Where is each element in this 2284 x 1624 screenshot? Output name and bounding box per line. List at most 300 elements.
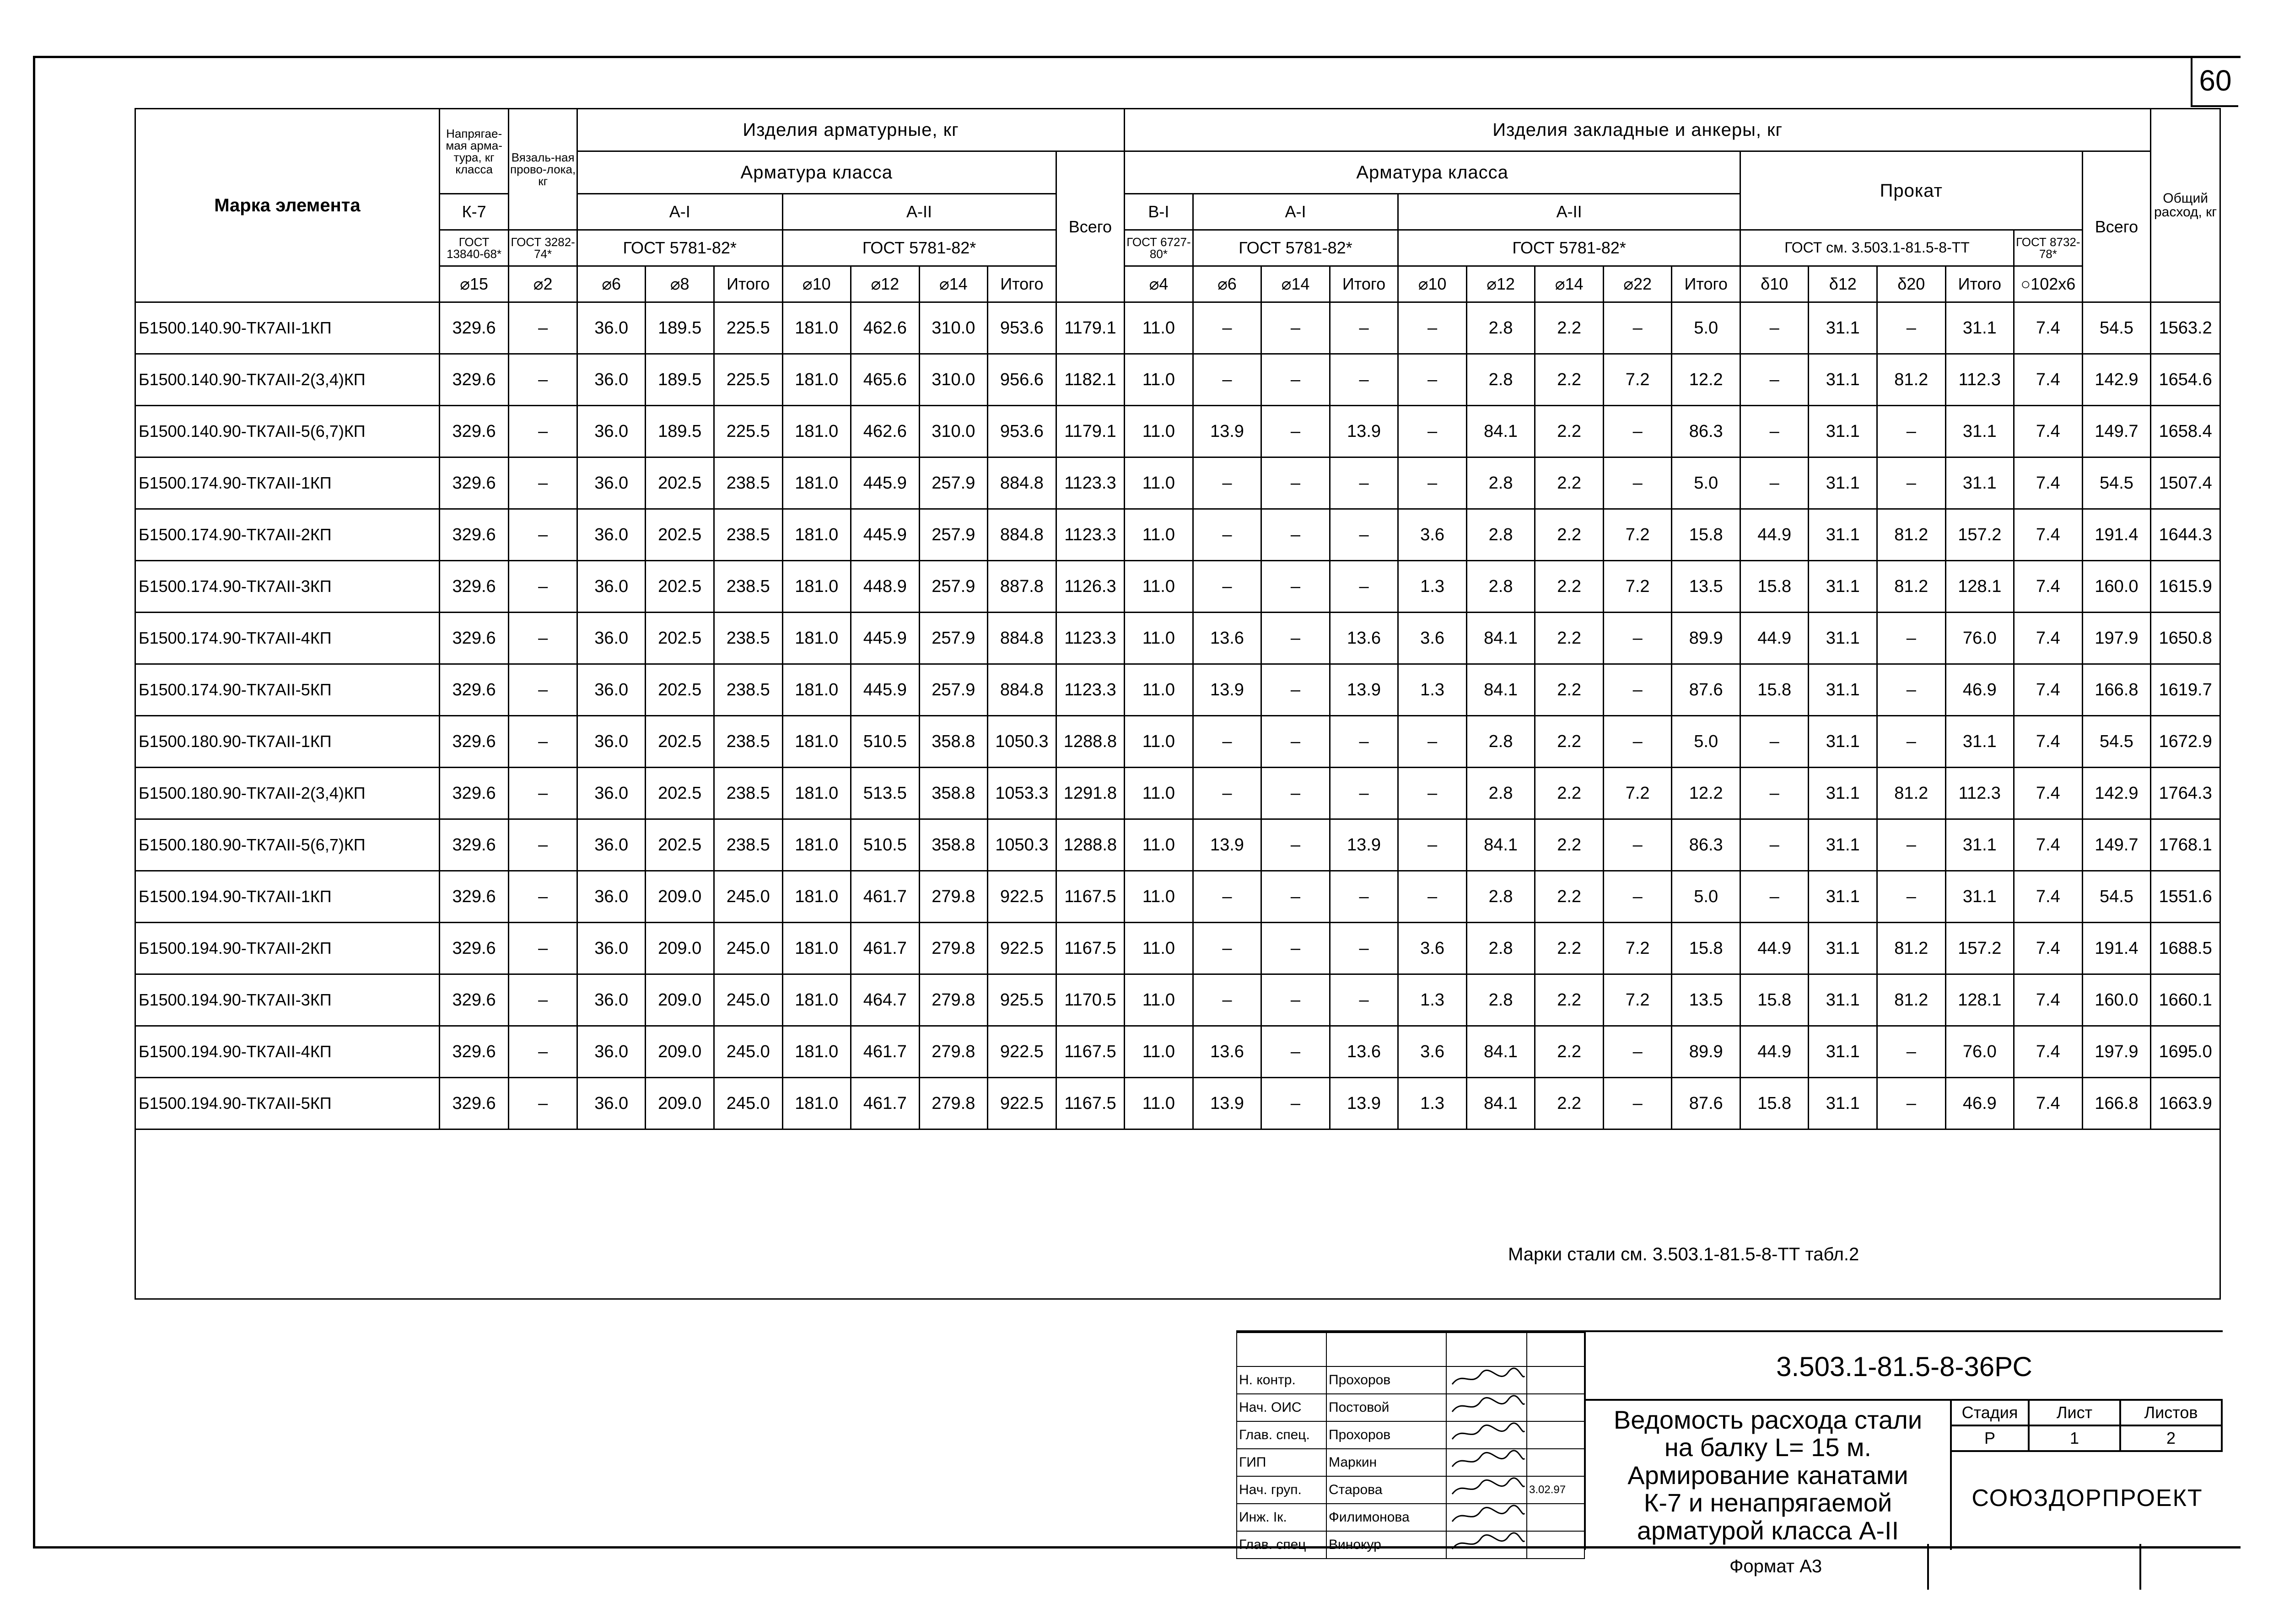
table-cell: 31.1 <box>1809 871 1877 923</box>
table-cell: 11.0 <box>1125 613 1193 664</box>
table-cell: 36.0 <box>577 716 646 768</box>
table-cell: 181.0 <box>782 509 851 561</box>
table-cell: 31.1 <box>1809 1078 1877 1129</box>
sheet-label: Лист <box>2029 1400 2120 1425</box>
table-row <box>135 923 2220 974</box>
table-cell: 209.0 <box>646 1078 714 1129</box>
table-cell: 310.0 <box>919 302 988 354</box>
table-cell: 445.9 <box>851 613 920 664</box>
header-a2: А-II <box>782 194 1056 230</box>
table-cell: – <box>509 1078 577 1129</box>
title-line: на балку L= 15 м. <box>1664 1433 1872 1462</box>
table-cell: 209.0 <box>646 1026 714 1078</box>
table-cell: 202.5 <box>646 664 714 716</box>
sheet-number: 60 <box>2191 56 2238 107</box>
table-cell: 2.2 <box>1535 354 1604 406</box>
table-cell: – <box>509 613 577 664</box>
handwritten-signature <box>1449 1394 1526 1417</box>
header-napryag: Напрягае-мая арма-тура, кг класса <box>439 109 509 194</box>
handwritten-signature <box>1449 1422 1526 1445</box>
sheets-value: 2 <box>2120 1425 2222 1451</box>
table-cell: 11.0 <box>1125 716 1193 768</box>
table-cell: 329.6 <box>439 871 509 923</box>
table-cell: – <box>1398 871 1467 923</box>
table-cell: 31.1 <box>1809 457 1877 509</box>
table-cell: 81.2 <box>1877 768 1946 819</box>
table-cell: 89.9 <box>1672 1026 1740 1078</box>
table-cell: 5.0 <box>1672 302 1740 354</box>
table-cell: – <box>1740 457 1809 509</box>
table-cell: 36.0 <box>577 561 646 613</box>
element-mark: Б1500.140.90-ТК7АII-2(3,4)КП <box>135 354 440 406</box>
element-mark: Б1500.180.90-ТК7АII-1КП <box>135 716 440 768</box>
table-cell: 36.0 <box>577 509 646 561</box>
table-cell: 922.5 <box>988 1026 1056 1078</box>
table-cell: 329.6 <box>439 457 509 509</box>
header-a2-zakl: А-II <box>1398 194 1740 230</box>
table-cell: 257.9 <box>919 457 988 509</box>
handwritten-signature <box>1449 1477 1526 1500</box>
table-cell: 329.6 <box>439 974 509 1026</box>
table-cell: 1663.9 <box>2151 1078 2220 1129</box>
column-header: ⌀22 <box>1603 266 1672 302</box>
table-cell: 7.2 <box>1603 768 1672 819</box>
table-cell: 149.7 <box>2082 406 2151 457</box>
table-cell: – <box>1261 664 1330 716</box>
table-cell: 31.1 <box>1809 509 1877 561</box>
handwritten-signature <box>1449 1367 1526 1390</box>
table-cell: 31.1 <box>1809 1026 1877 1078</box>
table-cell: 1507.4 <box>2151 457 2220 509</box>
table-cell: 5.0 <box>1672 871 1740 923</box>
signature-date <box>1527 1449 1584 1476</box>
table-cell: 1672.9 <box>2151 716 2220 768</box>
header-vsego-zakl: Всего <box>2082 151 2151 302</box>
header-gost-13840: ГОСТ 13840-68* <box>439 230 509 266</box>
table-cell: 36.0 <box>577 457 646 509</box>
table-cell: – <box>1193 923 1261 974</box>
element-mark: Б1500.174.90-ТК7АII-2КП <box>135 509 440 561</box>
table-row <box>135 768 2220 819</box>
table-cell: 1.3 <box>1398 561 1467 613</box>
table-cell: 44.9 <box>1740 923 1809 974</box>
table-cell: – <box>1603 716 1672 768</box>
column-header: Итого <box>988 266 1056 302</box>
table-cell: 884.8 <box>988 509 1056 561</box>
table-cell: 31.1 <box>1809 302 1877 354</box>
table-cell: 36.0 <box>577 974 646 1026</box>
table-cell: – <box>1398 302 1467 354</box>
signature-role: ГИП <box>1237 1449 1326 1476</box>
table-cell: 358.8 <box>919 716 988 768</box>
table-cell: 89.9 <box>1672 613 1740 664</box>
column-header: Итого <box>1672 266 1740 302</box>
table-cell: 76.0 <box>1945 613 2014 664</box>
signature-name: Филимонова <box>1326 1504 1446 1531</box>
table-cell: 445.9 <box>851 457 920 509</box>
table-cell: 181.0 <box>782 819 851 871</box>
column-header: δ10 <box>1740 266 1809 302</box>
signature-mark <box>1446 1421 1527 1449</box>
table-cell: 12.2 <box>1672 768 1740 819</box>
table-cell: – <box>509 871 577 923</box>
table-cell: 189.5 <box>646 406 714 457</box>
table-cell: 13.5 <box>1672 561 1740 613</box>
title-block <box>1236 1330 2221 1550</box>
signature-name: Старова <box>1326 1476 1446 1504</box>
table-cell: 2.2 <box>1535 1026 1604 1078</box>
column-header: ⌀6 <box>577 266 646 302</box>
table-cell: – <box>1193 302 1261 354</box>
column-header: Итого <box>1945 266 2014 302</box>
signature-name: Прохоров <box>1326 1366 1446 1394</box>
table-cell: 2.2 <box>1535 561 1604 613</box>
table-cell: 2.8 <box>1466 561 1535 613</box>
table-cell: 11.0 <box>1125 406 1193 457</box>
table-cell: 7.4 <box>2014 871 2083 923</box>
column-header: Итого <box>714 266 782 302</box>
table-cell: 1053.3 <box>988 768 1056 819</box>
column-header: δ12 <box>1809 266 1877 302</box>
signature-block <box>1236 1330 1584 1552</box>
column-header: ⌀2 <box>509 266 577 302</box>
element-mark: Б1500.140.90-ТК7АII-1КП <box>135 302 440 354</box>
table-cell: – <box>509 302 577 354</box>
table-cell: 11.0 <box>1125 768 1193 819</box>
table-cell: 142.9 <box>2082 354 2151 406</box>
table-cell: 81.2 <box>1877 974 1946 1026</box>
element-mark: Б1500.180.90-ТК7АII-5(6,7)КП <box>135 819 440 871</box>
title-line: Ведомость расхода стали <box>1613 1405 1923 1434</box>
table-cell: – <box>1877 302 1946 354</box>
signature-mark <box>1446 1476 1527 1504</box>
table-cell: – <box>1603 406 1672 457</box>
table-cell: – <box>1193 509 1261 561</box>
signature-row <box>1237 1476 1584 1504</box>
table-cell: 202.5 <box>646 768 714 819</box>
table-cell: – <box>1261 457 1330 509</box>
signature-date <box>1527 1531 1584 1559</box>
table-cell: 279.8 <box>919 1026 988 1078</box>
table-cell: 2.8 <box>1466 509 1535 561</box>
table-cell: – <box>1740 871 1809 923</box>
header-vsego-arm: Всего <box>1056 151 1125 302</box>
table-cell: 44.9 <box>1740 509 1809 561</box>
table-cell: 7.4 <box>2014 819 2083 871</box>
table-cell: – <box>509 406 577 457</box>
table-cell: 7.4 <box>2014 406 2083 457</box>
table-cell: 329.6 <box>439 768 509 819</box>
table-cell: 1563.2 <box>2151 302 2220 354</box>
element-mark: Б1500.180.90-ТК7АII-2(3,4)КП <box>135 768 440 819</box>
table-cell: 238.5 <box>714 768 782 819</box>
table-cell: 202.5 <box>646 561 714 613</box>
table-cell: 36.0 <box>577 354 646 406</box>
table-cell: – <box>1261 716 1330 768</box>
table-cell: – <box>509 819 577 871</box>
table-cell: 2.8 <box>1466 923 1535 974</box>
table-cell: 7.4 <box>2014 354 2083 406</box>
table-cell: 36.0 <box>577 871 646 923</box>
table-cell: 279.8 <box>919 974 988 1026</box>
table-cell: – <box>509 664 577 716</box>
table-cell: – <box>1330 561 1398 613</box>
table-cell: 36.0 <box>577 923 646 974</box>
table-cell: 1123.3 <box>1056 509 1125 561</box>
table-cell: 13.9 <box>1193 819 1261 871</box>
table-cell: 191.4 <box>2082 923 2151 974</box>
table-cell: 329.6 <box>439 613 509 664</box>
signature-role: Инж. Iк. <box>1237 1504 1326 1531</box>
table-cell: 157.2 <box>1945 923 2014 974</box>
column-header: ⌀10 <box>1398 266 1467 302</box>
column-header: ⌀12 <box>1466 266 1535 302</box>
table-cell: 7.4 <box>2014 613 2083 664</box>
element-mark: Б1500.194.90-ТК7АII-2КП <box>135 923 440 974</box>
table-cell: 7.4 <box>2014 302 2083 354</box>
table-cell: 84.1 <box>1466 1026 1535 1078</box>
element-mark: Б1500.174.90-ТК7АII-4КП <box>135 613 440 664</box>
table-cell: 181.0 <box>782 1026 851 1078</box>
table-row <box>135 457 2220 509</box>
table-cell: – <box>1740 768 1809 819</box>
table-cell: – <box>1193 871 1261 923</box>
header-gost-5781-b: ГОСТ 5781-82* <box>782 230 1056 266</box>
table-cell: 181.0 <box>782 923 851 974</box>
title-line: арматурой класса А-II <box>1637 1516 1899 1545</box>
table-cell: 1123.3 <box>1056 457 1125 509</box>
table-cell: 197.9 <box>2082 1026 2151 1078</box>
table-cell: – <box>1193 457 1261 509</box>
column-header: ⌀12 <box>851 266 920 302</box>
table-cell: – <box>1877 406 1946 457</box>
signature-role: Нач. ОИС <box>1237 1394 1326 1421</box>
table-cell: 245.0 <box>714 871 782 923</box>
signature-row <box>1237 1366 1584 1394</box>
table-cell: 279.8 <box>919 1078 988 1129</box>
header-a1: А-I <box>577 194 782 230</box>
table-cell: – <box>1330 509 1398 561</box>
table-row <box>135 1078 2220 1129</box>
table-cell: 2.2 <box>1535 1078 1604 1129</box>
signature-row <box>1237 1531 1584 1559</box>
table-cell: – <box>509 768 577 819</box>
divider <box>2139 1544 2141 1590</box>
table-row <box>135 819 2220 871</box>
table-cell: – <box>1877 457 1946 509</box>
table-cell: 31.1 <box>1809 716 1877 768</box>
signature-row <box>1237 1394 1584 1421</box>
header-obshiy-rashod: Общий расход, кг <box>2151 109 2220 302</box>
table-cell: – <box>509 457 577 509</box>
table-cell: – <box>1603 819 1672 871</box>
table-cell: 884.8 <box>988 613 1056 664</box>
element-mark: Б1500.140.90-ТК7АII-5(6,7)КП <box>135 406 440 457</box>
table-cell: 11.0 <box>1125 1078 1193 1129</box>
table-cell: 166.8 <box>2082 664 2151 716</box>
table-cell: – <box>1877 664 1946 716</box>
table-cell: – <box>1398 716 1467 768</box>
table-cell: 31.1 <box>1945 406 2014 457</box>
signature-date <box>1527 1394 1584 1421</box>
table-cell: 181.0 <box>782 457 851 509</box>
table-cell: 5.0 <box>1672 457 1740 509</box>
table-cell: – <box>1603 613 1672 664</box>
table-cell: 81.2 <box>1877 354 1946 406</box>
table-cell: 2.8 <box>1466 354 1535 406</box>
table-cell: – <box>1330 871 1398 923</box>
table-cell: – <box>1603 1026 1672 1078</box>
table-cell: 2.8 <box>1466 974 1535 1026</box>
table-cell: 128.1 <box>1945 974 2014 1026</box>
table-cell: 462.6 <box>851 302 920 354</box>
signature-mark <box>1446 1366 1527 1394</box>
table-cell: – <box>1261 923 1330 974</box>
table-cell: 1658.4 <box>2151 406 2220 457</box>
table-cell: – <box>1603 302 1672 354</box>
table-cell: 197.9 <box>2082 613 2151 664</box>
header-armatura-klassa: Арматура класса <box>577 151 1056 194</box>
table-cell: 142.9 <box>2082 768 2151 819</box>
table-cell: 31.1 <box>1945 871 2014 923</box>
table-cell: 202.5 <box>646 716 714 768</box>
table-cell: 445.9 <box>851 509 920 561</box>
column-header: ○102х6 <box>2014 266 2083 302</box>
table-cell: 112.3 <box>1945 768 2014 819</box>
table-cell: 31.1 <box>1809 923 1877 974</box>
table-cell: 1182.1 <box>1056 354 1125 406</box>
element-mark: Б1500.194.90-ТК7АII-3КП <box>135 974 440 1026</box>
sheets-label: Листов <box>2120 1400 2222 1425</box>
table-cell: 1170.5 <box>1056 974 1125 1026</box>
table-cell: 7.2 <box>1603 354 1672 406</box>
table-cell: 36.0 <box>577 302 646 354</box>
table-cell: – <box>1398 819 1467 871</box>
table-cell: – <box>1330 768 1398 819</box>
table-cell: 15.8 <box>1672 923 1740 974</box>
header-vyazal: Вязаль-ная прово-лока, кг <box>509 109 577 230</box>
table-cell: 279.8 <box>919 871 988 923</box>
table-cell: 202.5 <box>646 613 714 664</box>
table-cell: – <box>1261 406 1330 457</box>
table-cell: 1288.8 <box>1056 716 1125 768</box>
table-cell: 7.2 <box>1603 923 1672 974</box>
table-cell: 887.8 <box>988 561 1056 613</box>
table-cell: 7.4 <box>2014 768 2083 819</box>
table-cell: 209.0 <box>646 923 714 974</box>
table-cell: 884.8 <box>988 664 1056 716</box>
table-cell: 2.2 <box>1535 974 1604 1026</box>
table-cell: 31.1 <box>1809 406 1877 457</box>
table-cell: – <box>1193 354 1261 406</box>
table-cell: 257.9 <box>919 613 988 664</box>
signature-date: 3.02.97 <box>1527 1476 1584 1504</box>
table-cell: 181.0 <box>782 664 851 716</box>
table-cell: 238.5 <box>714 509 782 561</box>
table-cell: 2.8 <box>1466 716 1535 768</box>
table-cell: – <box>1877 1078 1946 1129</box>
table-cell: 36.0 <box>577 406 646 457</box>
header-gost-5781-c: ГОСТ 5781-82* <box>1193 230 1398 266</box>
table-cell: 245.0 <box>714 974 782 1026</box>
table-cell: 11.0 <box>1125 923 1193 974</box>
table-cell: 7.4 <box>2014 509 2083 561</box>
table-cell: 513.5 <box>851 768 920 819</box>
table-cell: 461.7 <box>851 1026 920 1078</box>
table-cell: 310.0 <box>919 406 988 457</box>
table-cell: – <box>1603 871 1672 923</box>
table-cell: 461.7 <box>851 923 920 974</box>
table-cell: 358.8 <box>919 768 988 819</box>
header-gost-prokat: ГОСТ см. 3.503.1-81.5-8-ТТ <box>1740 230 2014 266</box>
table-cell: – <box>1193 716 1261 768</box>
signature-name: Прохоров <box>1326 1421 1446 1449</box>
table-cell: 329.6 <box>439 354 509 406</box>
header-izdeliya-zakladnye: Изделия закладные и анкеры, кг <box>1125 109 2151 151</box>
table-cell: 2.2 <box>1535 509 1604 561</box>
table-cell: 922.5 <box>988 923 1056 974</box>
table-cell: 1.3 <box>1398 974 1467 1026</box>
table-cell: – <box>1603 1078 1672 1129</box>
title-line: К-7 и ненапрягаемой <box>1643 1488 1892 1517</box>
table-cell: 7.2 <box>1603 561 1672 613</box>
table-cell: 86.3 <box>1672 406 1740 457</box>
table-row <box>135 406 2220 457</box>
table-row <box>135 613 2220 664</box>
table-cell: – <box>1261 768 1330 819</box>
table-cell: 1695.0 <box>2151 1026 2220 1078</box>
signature-row <box>1237 1449 1584 1476</box>
table-cell: 87.6 <box>1672 664 1740 716</box>
handwritten-signature <box>1449 1449 1526 1472</box>
signature-role: Глав. спец <box>1237 1531 1326 1559</box>
table-cell: – <box>1330 457 1398 509</box>
table-cell: 46.9 <box>1945 1078 2014 1129</box>
table-cell: 13.6 <box>1330 1026 1398 1078</box>
table-cell: 12.2 <box>1672 354 1740 406</box>
table-cell: 7.2 <box>1603 974 1672 1026</box>
table-cell: 238.5 <box>714 716 782 768</box>
table-cell: 3.6 <box>1398 923 1467 974</box>
table-cell: 1291.8 <box>1056 768 1125 819</box>
table-cell: 1.3 <box>1398 1078 1467 1129</box>
column-header: ⌀14 <box>1535 266 1604 302</box>
header-b1: В-I <box>1125 194 1193 230</box>
table-cell: 13.9 <box>1193 1078 1261 1129</box>
table-cell: 2.2 <box>1535 613 1604 664</box>
table-cell: 209.0 <box>646 974 714 1026</box>
organization: СОЮЗДОРПРОЕКТ <box>1950 1447 2223 1550</box>
table-cell: 1050.3 <box>988 819 1056 871</box>
table-cell: 329.6 <box>439 1078 509 1129</box>
table-cell: 2.8 <box>1466 457 1535 509</box>
table-cell: 510.5 <box>851 716 920 768</box>
table-cell: – <box>1330 302 1398 354</box>
table-cell: 160.0 <box>2082 974 2151 1026</box>
table-cell: – <box>509 716 577 768</box>
table-cell: 31.1 <box>1809 613 1877 664</box>
table-row <box>135 716 2220 768</box>
table-cell: 13.9 <box>1330 819 1398 871</box>
table-cell: 1764.3 <box>2151 768 2220 819</box>
table-cell: 84.1 <box>1466 664 1535 716</box>
table-cell: 1167.5 <box>1056 1078 1125 1129</box>
table-cell: 149.7 <box>2082 819 2151 871</box>
table-cell: 11.0 <box>1125 354 1193 406</box>
signature-role: Глав. спец. <box>1237 1421 1326 1449</box>
table-cell: 181.0 <box>782 561 851 613</box>
table-row <box>135 509 2220 561</box>
